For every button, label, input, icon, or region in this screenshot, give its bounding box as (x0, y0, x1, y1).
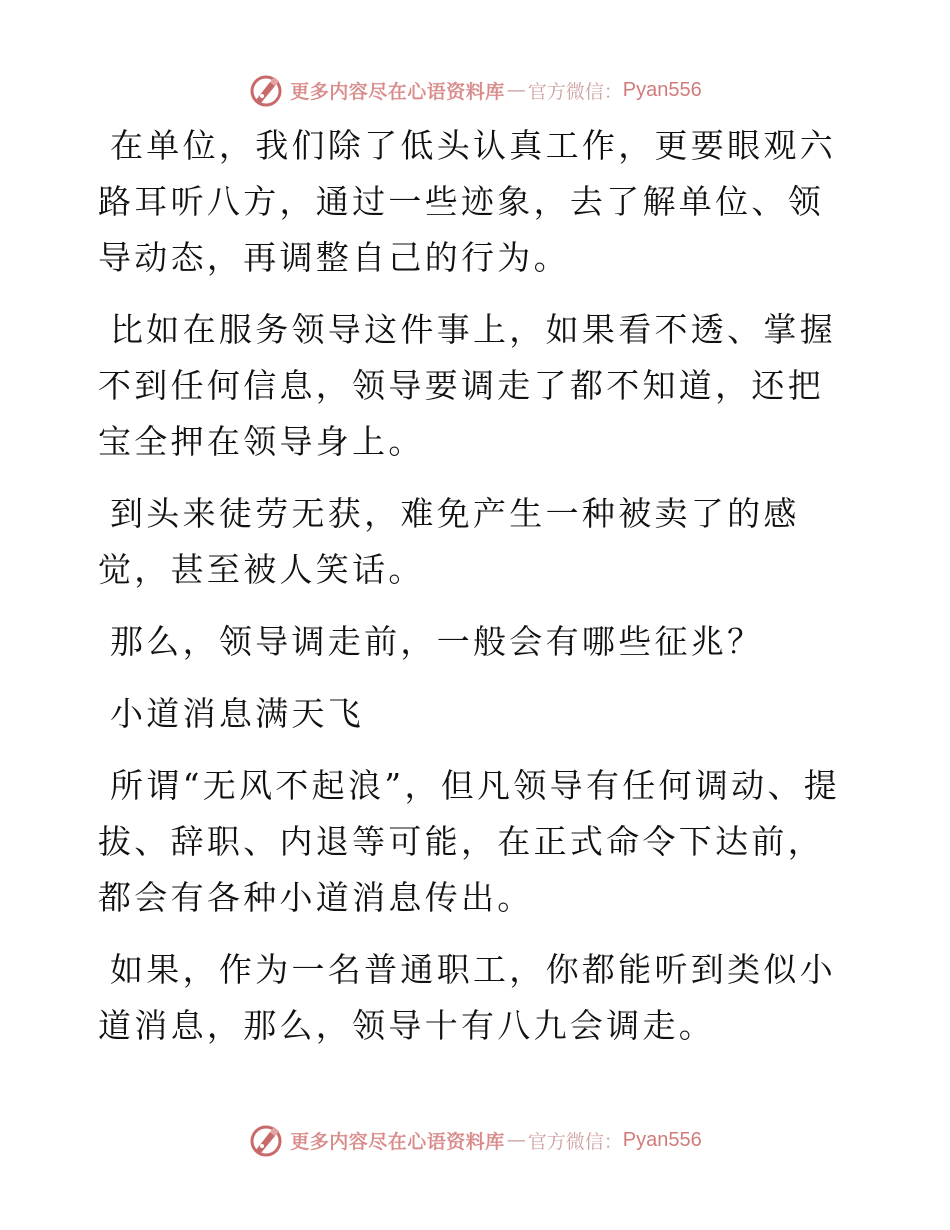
watermark-wechat-label: 官方微信： (527, 80, 623, 103)
watermark-dash: — (506, 1129, 526, 1151)
watermark-dash: — (506, 79, 526, 101)
section-heading: 小道消息满天飞 (110, 694, 365, 733)
footer-watermark (0, 1120, 950, 1160)
paragraph: 比如在服务领导这件事上，如果看不透、掌握不到任何信息，领导要调走了都不知道，还把宝全押在领导身上。 (98, 310, 836, 461)
watermark-text: 更多内容尽在心语资料库 (290, 80, 505, 103)
pen-logo-icon (248, 72, 284, 108)
watermark-text: 更多内容尽在心语资料库 (290, 1130, 505, 1153)
paragraph: 那么，领导调走前，一般会有哪些征兆？ (110, 622, 764, 661)
paragraph: 到头来徒劳无获，难免产生一种被卖了的感觉，甚至被人笑话。 (98, 494, 800, 589)
watermark-wechat-label: 官方微信： (527, 1130, 623, 1153)
header-watermark (0, 70, 950, 110)
paragraph: 如果，作为一名普通职工，你都能听到类似小道消息，那么，领导十有八九会调走。 (98, 950, 836, 1045)
watermark-wechat-id: Pyan556 (622, 1128, 702, 1151)
pen-logo-icon (248, 1122, 284, 1158)
document-body (98, 118, 858, 1070)
paragraph: 在单位，我们除了低头认真工作，更要眼观六路耳听八方，通过一些迹象，去了解单位、领导动态，再调整自己的行为。 (98, 126, 836, 277)
paragraph: 所谓“无风不起浪”，但凡领导有任何调动、提拔、辞职、内退等可能，在正式命令下达前，都会有各种小道消息传出。 (98, 766, 841, 917)
watermark-wechat-id: Pyan556 (622, 78, 702, 101)
